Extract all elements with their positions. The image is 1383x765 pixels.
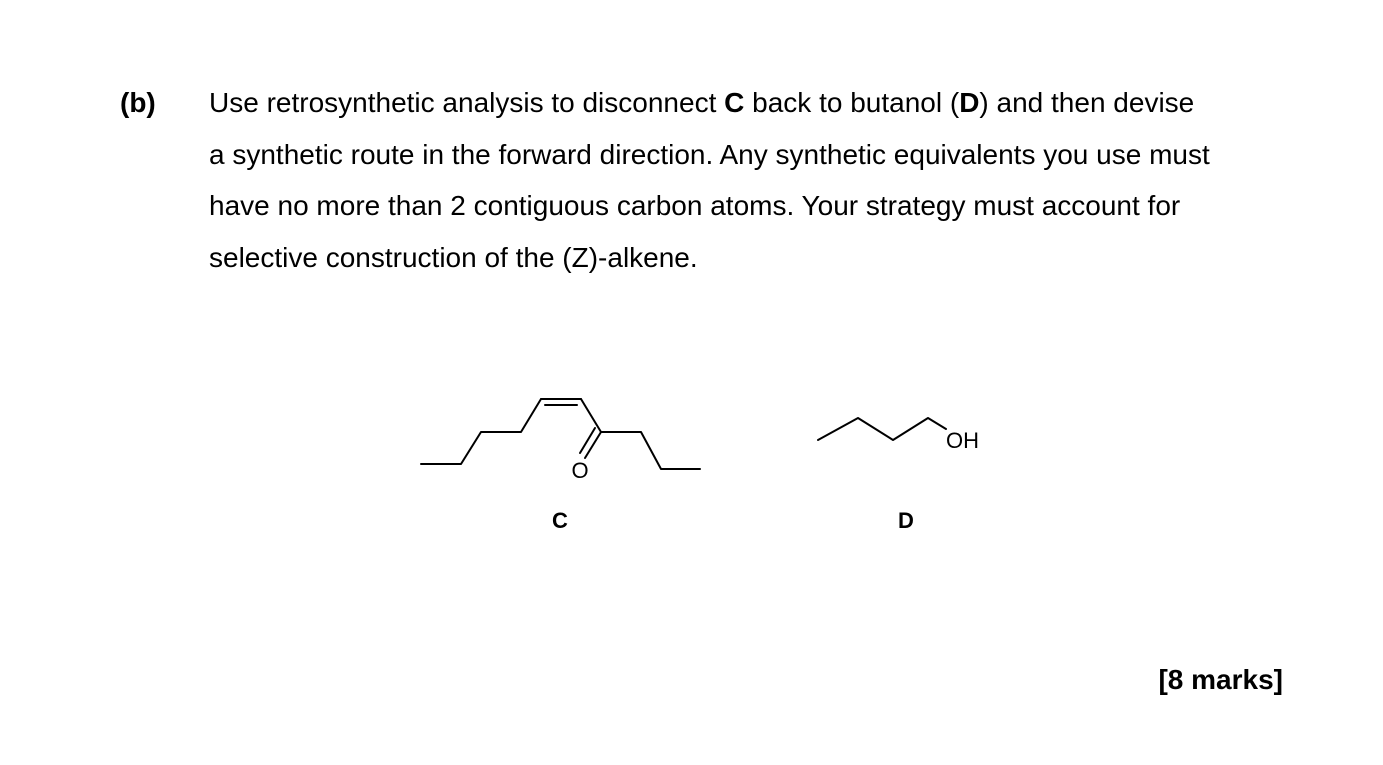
- question-line-2: a synthetic route in the forward direction. Any synthetic equivalents you use must: [209, 138, 1210, 170]
- compound-c-ref: C: [724, 87, 745, 118]
- structure-d-label: D: [898, 508, 914, 533]
- structure-c-oxygen: O: [571, 458, 589, 483]
- structure-d-chain: [818, 418, 946, 440]
- question-line-4: selective construction of the (Z)-alkene.: [209, 241, 698, 273]
- question-line-1-text-c: ) and then devise: [979, 87, 1195, 118]
- structure-d: [818, 418, 946, 440]
- structure-c-left-chain: [421, 399, 541, 464]
- structure-c-carbonyl-bond-inner: [580, 428, 595, 453]
- part-label: (b): [120, 87, 156, 118]
- structure-c-bond-to-carbonyl: [581, 399, 601, 432]
- question-line-1-text-b: back to butanol (: [744, 87, 960, 118]
- structure-d-hydroxyl: OH: [946, 428, 979, 453]
- structure-c-carbonyl-bond: [585, 432, 601, 458]
- question-line-3: have no more than 2 contiguous carbon atoms. Your strategy must account for: [209, 190, 1181, 222]
- structure-c-label: C: [552, 508, 568, 533]
- marks-label: [8 marks]: [1158, 664, 1283, 695]
- structure-c: [421, 399, 700, 469]
- structure-c-right-chain: [601, 432, 700, 469]
- question-line-1-text-a: Use retrosynthetic analysis to disconnect: [209, 87, 725, 118]
- compound-d-ref: D: [959, 87, 980, 118]
